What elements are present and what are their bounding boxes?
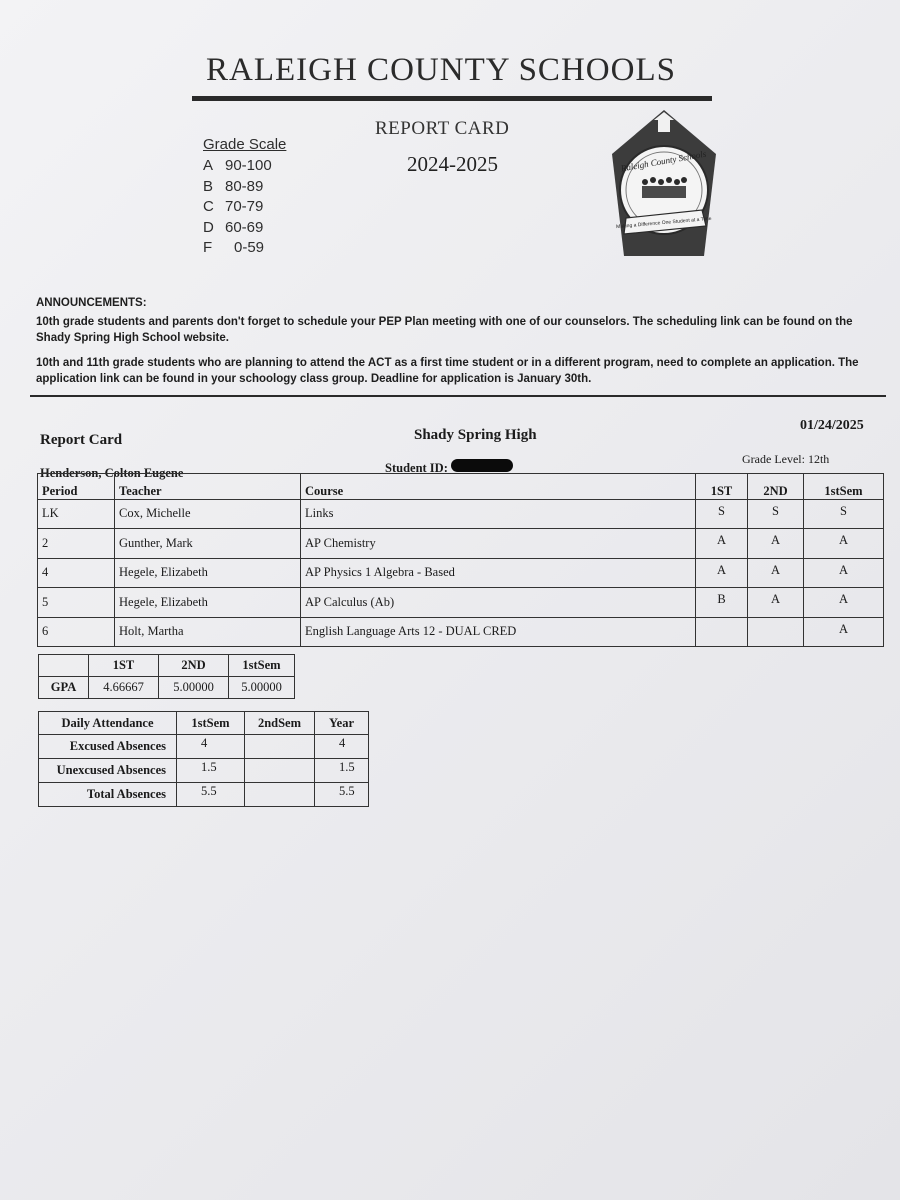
student-id-label: Student ID:	[385, 461, 448, 475]
period-cell: 4	[38, 558, 115, 588]
gpa-header-row	[39, 655, 295, 677]
table-row	[39, 735, 369, 759]
title-divider	[192, 96, 712, 101]
teacher-cell: Hegele, Elizabeth	[115, 558, 301, 588]
course-cell: AP Physics 1 Algebra - Based	[301, 558, 696, 588]
table-row	[38, 529, 884, 559]
course-cell: English Language Arts 12 - DUAL CRED	[301, 617, 696, 647]
attendance-label: Total Absences	[39, 783, 177, 807]
table-row	[38, 588, 884, 618]
course-cell: AP Calculus (Ab)	[301, 588, 696, 618]
grade-cell: A	[804, 588, 884, 618]
teacher-cell: Cox, Michelle	[115, 499, 301, 529]
report-title: Report Card	[40, 432, 123, 448]
attendance-header-cell: 1stSem	[177, 712, 245, 735]
report-date: 01/24/2025	[800, 418, 864, 433]
announcement-item: 10th grade students and parents don't forget to schedule your PEP Plan meeting with one of our counselors. The scheduling link can be found on the Shady Spring High School website.	[36, 316, 853, 344]
logo-text: Raleigh County Schools	[620, 148, 707, 174]
attendance-value: 1.5	[177, 759, 245, 783]
attendance-table	[38, 711, 369, 807]
announcements-divider	[30, 395, 886, 397]
gpa-header-cell: 1stSem	[229, 655, 295, 677]
period-cell: LK	[38, 499, 115, 529]
grades-header-row	[38, 474, 884, 500]
attendance-label: Unexcused Absences	[39, 759, 177, 783]
grade-cell: S	[804, 499, 884, 529]
attendance-value: 1.5	[315, 759, 369, 783]
col-course: Course	[301, 474, 696, 500]
period-cell: 5	[38, 588, 115, 618]
period-cell: 2	[38, 529, 115, 559]
grade-cell: A	[696, 529, 748, 559]
col-2nd: 2ND	[748, 474, 804, 500]
report-card-heading: REPORT CARD	[375, 118, 510, 139]
course-cell: Links	[301, 499, 696, 529]
grade-cell: A	[696, 558, 748, 588]
attendance-header-cell: Year	[315, 712, 369, 735]
grade-cell: A	[748, 529, 804, 559]
col-teacher: Teacher	[115, 474, 301, 500]
grade-scale-row: F 0-59	[203, 239, 265, 256]
gpa-table	[38, 654, 295, 699]
gpa-row	[39, 677, 295, 699]
table-row	[39, 783, 369, 807]
grade-scale-title: Grade Scale	[203, 136, 287, 153]
table-row	[38, 499, 884, 529]
attendance-value: 4	[315, 735, 369, 759]
table-row	[38, 617, 884, 647]
gpa-label: GPA	[39, 677, 89, 699]
attendance-label: Excused Absences	[39, 735, 177, 759]
logo-motto: Making a Difference One Student at a Time	[615, 215, 712, 231]
gpa-header-cell	[39, 655, 89, 677]
attendance-header-cell: Daily Attendance	[39, 712, 177, 735]
grade-level: Grade Level: 12th	[742, 452, 830, 466]
attendance-value	[245, 759, 315, 783]
attendance-value: 5.5	[315, 783, 369, 807]
schoolhouse-logo-icon	[608, 106, 720, 258]
gpa-value: 5.00000	[159, 677, 229, 699]
attendance-value: 5.5	[177, 783, 245, 807]
grade-cell: S	[748, 499, 804, 529]
grade-cell	[696, 617, 748, 647]
col-1st: 1ST	[696, 474, 748, 500]
grade-scale-row: B 80-89	[203, 177, 264, 195]
gpa-value: 4.66667	[89, 677, 159, 699]
student-name: Henderson, Colton Eugene	[40, 466, 184, 480]
grade-cell	[748, 617, 804, 647]
teacher-cell: Holt, Martha	[115, 617, 301, 647]
grade-scale-row: C 70-79	[203, 198, 264, 215]
attendance-value	[245, 783, 315, 807]
announcement-item: 10th and 11th grade students who are planning to attend the ACT as a first time student or in a different program, need to complete an application. The application link can be found in your schoology class group. Deadline for application is January 30th.	[36, 357, 859, 385]
grade-cell: A	[804, 617, 884, 647]
teacher-cell: Hegele, Elizabeth	[115, 588, 301, 618]
grade-scale-row: A 90-100	[203, 157, 272, 174]
teacher-cell: Gunther, Mark	[115, 529, 301, 559]
course-cell: AP Chemistry	[301, 529, 696, 559]
gpa-header-cell: 2ND	[159, 655, 229, 677]
grade-cell: A	[748, 588, 804, 618]
grade-scale-list	[203, 157, 272, 260]
attendance-header-cell: 2ndSem	[245, 712, 315, 735]
period-cell: 6	[38, 617, 115, 647]
attendance-header-row	[39, 712, 369, 735]
announcements-heading: ANNOUNCEMENTS:	[36, 297, 147, 309]
grades-table	[37, 473, 884, 647]
gpa-header-cell: 1ST	[89, 655, 159, 677]
attendance-value	[245, 735, 315, 759]
table-row	[39, 759, 369, 783]
grade-scale-row: D 60-69	[203, 218, 264, 236]
grade-cell: A	[748, 558, 804, 588]
redacted-student-id	[451, 459, 513, 472]
table-row	[38, 558, 884, 588]
grade-cell: A	[804, 529, 884, 559]
gpa-value: 5.00000	[229, 677, 295, 699]
col-period: Period	[38, 474, 115, 500]
school-name: Shady Spring High	[414, 427, 537, 443]
col-1stsem: 1stSem	[804, 474, 884, 500]
school-year: 2024-2025	[407, 152, 498, 176]
grade-cell: B	[696, 588, 748, 618]
grade-cell: S	[696, 499, 748, 529]
district-title: RALEIGH COUNTY SCHOOLS	[206, 52, 676, 88]
grade-cell: A	[804, 558, 884, 588]
attendance-value: 4	[177, 735, 245, 759]
